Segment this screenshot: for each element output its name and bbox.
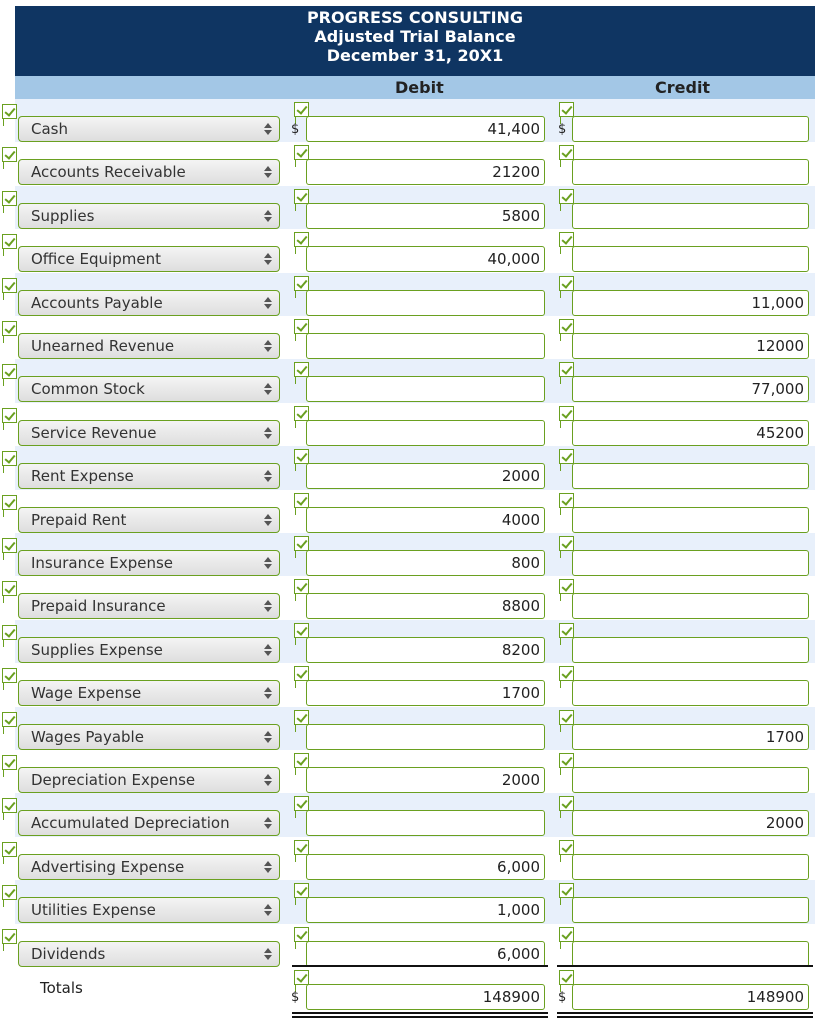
credit-check-icon-line <box>560 159 561 167</box>
account-check-icon <box>2 581 17 596</box>
select-arrows-icon <box>264 165 272 179</box>
debit-check-icon-line <box>295 680 296 688</box>
account-check-icon-line <box>3 335 4 343</box>
debit-input[interactable]: 6,000 <box>306 941 545 967</box>
report-header <box>15 6 815 76</box>
debit-check-icon <box>294 493 309 508</box>
debit-input[interactable]: 2000 <box>306 463 545 489</box>
select-arrows-icon <box>264 469 272 483</box>
debit-input[interactable]: 1700 <box>306 680 545 706</box>
account-check-icon-line <box>3 682 4 690</box>
credit-check-icon <box>559 623 574 638</box>
account-check-icon <box>2 842 17 857</box>
totals-double-rule-debit <box>292 1012 548 1014</box>
credit-check-icon <box>559 189 574 204</box>
account-check-icon <box>2 191 17 206</box>
credit-check-icon-line <box>560 203 561 211</box>
credit-check-icon-line <box>560 637 561 645</box>
account-check-icon-line <box>3 248 4 256</box>
credit-check-icon <box>559 449 574 464</box>
total-credit-input[interactable]: 148900 <box>572 984 809 1010</box>
account-check-icon-line <box>3 899 4 907</box>
totals-double-rule-credit <box>557 1012 813 1014</box>
account-select[interactable] <box>18 290 280 316</box>
account-check-icon <box>2 712 17 727</box>
debit-input[interactable] <box>306 724 545 750</box>
credit-check-icon-line <box>560 550 561 558</box>
debit-check-icon <box>294 579 309 594</box>
credit-input[interactable]: 45200 <box>572 420 809 446</box>
account-check-icon <box>2 755 17 770</box>
debit-input[interactable] <box>306 376 545 402</box>
debit-input[interactable]: 1,000 <box>306 897 545 923</box>
credit-check-icon-line <box>560 941 561 949</box>
credit-input[interactable] <box>572 116 809 142</box>
select-arrows-icon <box>264 816 272 830</box>
account-select-label: Service Revenue <box>31 423 157 442</box>
account-select[interactable] <box>18 116 280 142</box>
account-check-icon <box>2 234 17 249</box>
totals-top-rule-debit <box>292 965 548 967</box>
account-check-icon <box>2 538 17 553</box>
select-arrows-icon <box>264 426 272 440</box>
account-select-label: Depreciation Expense <box>31 771 196 789</box>
account-select[interactable] <box>18 941 280 967</box>
select-arrows-icon <box>264 860 272 874</box>
account-select[interactable] <box>18 810 280 836</box>
credit-check-icon-line <box>560 897 561 905</box>
debit-check-icon-line <box>295 593 296 601</box>
debit-check-icon-line <box>295 159 296 167</box>
account-select[interactable] <box>18 246 280 272</box>
debit-input[interactable]: 8800 <box>306 593 545 619</box>
select-arrows-icon <box>264 730 272 744</box>
debit-check-icon <box>294 189 309 204</box>
debit-column-header: Debit <box>395 78 444 97</box>
account-check-icon-line <box>3 292 4 300</box>
debit-input[interactable] <box>306 810 545 836</box>
credit-check-icon <box>559 753 574 768</box>
debit-check-icon-line <box>295 376 296 384</box>
account-check-icon-line <box>3 595 4 603</box>
account-select[interactable] <box>18 637 280 663</box>
debit-input[interactable]: 8200 <box>306 637 545 663</box>
credit-check-icon <box>559 145 574 160</box>
credit-check-icon-line <box>560 246 561 254</box>
credit-input[interactable] <box>572 637 809 663</box>
credit-check-icon-line <box>560 290 561 298</box>
account-select-label: Cash <box>31 120 68 138</box>
debit-check-icon-line <box>295 941 296 949</box>
account-select-label: Accumulated Depreciation <box>31 814 230 833</box>
debit-input[interactable]: 6,000 <box>306 854 545 880</box>
debit-input[interactable]: 4000 <box>306 507 545 533</box>
account-select[interactable] <box>18 724 280 750</box>
account-check-icon <box>2 451 17 466</box>
select-arrows-icon <box>264 209 272 223</box>
debit-check-icon-line <box>295 897 296 905</box>
select-arrows-icon <box>264 686 272 700</box>
account-check-icon-line <box>3 943 4 951</box>
credit-input[interactable] <box>572 941 809 967</box>
debit-check-icon <box>294 796 309 811</box>
credit-input[interactable] <box>572 593 809 619</box>
account-check-icon-line <box>3 465 4 473</box>
account-select[interactable] <box>18 333 280 359</box>
account-check-icon <box>2 104 17 119</box>
account-select-label: Office Equipment <box>31 250 161 269</box>
credit-check-icon-line <box>560 333 561 341</box>
credit-input[interactable] <box>572 767 809 793</box>
credit-check-icon <box>559 710 574 725</box>
account-select-label: Insurance Expense <box>31 554 174 572</box>
debit-check-icon <box>294 623 309 638</box>
debit-check-icon <box>294 145 309 160</box>
account-check-icon <box>2 364 17 379</box>
account-check-icon <box>2 278 17 293</box>
account-select[interactable] <box>18 463 280 489</box>
credit-input[interactable] <box>572 680 809 706</box>
debit-input[interactable]: 21200 <box>306 159 545 185</box>
credit-check-icon-line <box>560 810 561 818</box>
column-header-bar <box>15 76 815 99</box>
account-check-icon <box>2 625 17 640</box>
account-select[interactable] <box>18 593 280 619</box>
debit-input[interactable]: 5800 <box>306 203 545 229</box>
statement-title: Adjusted Trial Balance <box>314 27 516 46</box>
debit-input[interactable]: 800 <box>306 550 545 576</box>
debit-check-icon <box>294 362 309 377</box>
credit-check-icon <box>559 319 574 334</box>
debit-check-icon <box>294 666 309 681</box>
credit-check-icon <box>559 232 574 247</box>
debit-check-icon <box>294 449 309 464</box>
debit-check-icon-line <box>295 333 296 341</box>
credit-input[interactable]: 77,000 <box>572 376 809 402</box>
credit-column-header: Credit <box>655 78 711 97</box>
account-select-label: Prepaid Rent <box>31 510 127 529</box>
debit-check-icon-line <box>295 463 296 471</box>
debit-check-icon-line <box>295 507 296 515</box>
account-select-label: Advertising Expense <box>31 857 185 876</box>
debit-input[interactable]: 41,400 <box>306 116 545 142</box>
account-select-label: Utilities Expense <box>31 901 156 920</box>
account-check-icon-line <box>3 205 4 213</box>
account-select[interactable] <box>18 897 280 923</box>
credit-input[interactable] <box>572 854 809 880</box>
credit-input[interactable]: 1700 <box>572 724 809 750</box>
account-select-label: Supplies <box>31 206 95 225</box>
account-select[interactable] <box>18 376 280 402</box>
select-arrows-icon <box>264 296 272 310</box>
total-debit-currency-symbol: $ <box>291 990 300 1005</box>
debit-check-icon <box>294 840 309 855</box>
debit-check-icon <box>294 927 309 942</box>
debit-check-icon <box>294 406 309 421</box>
credit-check-icon-line <box>560 420 561 428</box>
debit-check-icon <box>294 883 309 898</box>
account-check-icon-line <box>3 769 4 777</box>
debit-input[interactable] <box>306 333 545 359</box>
credit-check-icon-line <box>560 724 561 732</box>
account-check-icon-line <box>3 422 4 430</box>
account-check-icon-line <box>3 378 4 386</box>
debit-check-icon-line <box>295 810 296 818</box>
debit-currency-symbol: $ <box>291 122 300 137</box>
account-select-label: Wage Expense <box>31 684 142 703</box>
debit-input[interactable] <box>306 420 545 446</box>
account-check-icon <box>2 321 17 336</box>
debit-check-icon-line <box>295 246 296 254</box>
account-select-label: Supplies Expense <box>31 640 163 659</box>
account-check-icon <box>2 885 17 900</box>
account-check-icon-line <box>3 552 4 560</box>
debit-check-icon-line <box>295 550 296 558</box>
account-select[interactable] <box>18 507 280 533</box>
credit-check-icon <box>559 796 574 811</box>
account-check-icon-line <box>3 856 4 864</box>
credit-check-icon <box>559 493 574 508</box>
account-select-label: Dividends <box>31 944 106 963</box>
credit-input[interactable]: 2000 <box>572 810 809 836</box>
select-arrows-icon <box>264 122 272 136</box>
debit-check-icon <box>294 276 309 291</box>
credit-check-icon <box>559 579 574 594</box>
credit-check-icon-line <box>560 680 561 688</box>
credit-input[interactable] <box>572 507 809 533</box>
account-check-icon <box>2 495 17 510</box>
account-check-icon <box>2 929 17 944</box>
credit-currency-symbol: $ <box>558 122 567 137</box>
debit-check-icon <box>294 536 309 551</box>
select-arrows-icon <box>264 599 272 613</box>
credit-check-icon <box>559 883 574 898</box>
account-check-icon-line <box>3 812 4 820</box>
totals-label: Totals <box>40 979 83 997</box>
credit-check-icon <box>559 666 574 681</box>
totals-double-rule-debit <box>292 1016 548 1018</box>
total-debit-input[interactable]: 148900 <box>306 984 545 1010</box>
account-check-icon-line <box>3 161 4 169</box>
credit-input[interactable]: 12000 <box>572 333 809 359</box>
debit-check-icon-line <box>295 290 296 298</box>
account-select-label: Accounts Payable <box>31 293 163 312</box>
debit-check-icon <box>294 710 309 725</box>
account-select[interactable] <box>18 420 280 446</box>
select-arrows-icon <box>264 643 272 657</box>
account-check-icon-line <box>3 726 4 734</box>
totals-debit-check-icon <box>294 970 309 985</box>
select-arrows-icon <box>264 513 272 527</box>
credit-check-icon <box>559 362 574 377</box>
debit-check-icon <box>294 102 309 117</box>
select-arrows-icon <box>264 947 272 961</box>
account-select[interactable] <box>18 680 280 706</box>
credit-check-icon <box>559 536 574 551</box>
account-check-icon-line <box>3 509 4 517</box>
account-check-icon-line <box>3 118 4 126</box>
credit-check-icon-line <box>560 854 561 862</box>
credit-check-icon-line <box>560 507 561 515</box>
account-select[interactable] <box>18 767 280 793</box>
account-select-label: Prepaid Insurance <box>31 597 166 616</box>
account-select[interactable] <box>18 203 280 229</box>
account-check-icon <box>2 147 17 162</box>
account-select-label: Wages Payable <box>31 727 144 746</box>
debit-input[interactable] <box>306 290 545 316</box>
account-check-icon-line <box>3 639 4 647</box>
totals-credit-check-icon <box>559 970 574 985</box>
debit-check-icon-line <box>295 420 296 428</box>
select-arrows-icon <box>264 339 272 353</box>
account-select-label: Rent Expense <box>31 467 134 486</box>
debit-check-icon-line <box>295 767 296 775</box>
totals-top-rule-credit <box>557 965 813 967</box>
debit-input[interactable]: 40,000 <box>306 246 545 272</box>
account-select[interactable] <box>18 854 280 880</box>
debit-check-icon <box>294 319 309 334</box>
debit-check-icon-line <box>295 854 296 862</box>
credit-input[interactable] <box>572 897 809 923</box>
debit-check-icon-line <box>295 637 296 645</box>
debit-check-icon <box>294 753 309 768</box>
credit-input[interactable] <box>572 159 809 185</box>
account-select-label: Unearned Revenue <box>31 337 175 355</box>
credit-check-icon-line <box>560 376 561 384</box>
totals-double-rule-credit <box>557 1016 813 1018</box>
credit-check-icon <box>559 276 574 291</box>
credit-input[interactable]: 11,000 <box>572 290 809 316</box>
credit-input[interactable] <box>572 463 809 489</box>
credit-check-icon <box>559 840 574 855</box>
statement-date: December 31, 20X1 <box>326 46 504 65</box>
debit-check-icon-line <box>295 724 296 732</box>
credit-input[interactable] <box>572 246 809 272</box>
company-name: PROGRESS CONSULTING <box>306 8 524 27</box>
debit-check-icon <box>294 232 309 247</box>
debit-input[interactable]: 2000 <box>306 767 545 793</box>
account-select[interactable] <box>18 159 280 185</box>
debit-check-icon-line <box>295 203 296 211</box>
credit-check-icon-line <box>560 593 561 601</box>
total-credit-currency-symbol: $ <box>558 990 567 1005</box>
credit-check-icon <box>559 102 574 117</box>
select-arrows-icon <box>264 903 272 917</box>
account-check-icon <box>2 668 17 683</box>
credit-input[interactable] <box>572 203 809 229</box>
select-arrows-icon <box>264 773 272 787</box>
credit-check-icon-line <box>560 767 561 775</box>
credit-check-icon-line <box>560 463 561 471</box>
select-arrows-icon <box>264 382 272 396</box>
credit-check-icon <box>559 406 574 421</box>
account-check-icon <box>2 798 17 813</box>
account-select[interactable] <box>18 550 280 576</box>
credit-input[interactable] <box>572 550 809 576</box>
select-arrows-icon <box>264 252 272 266</box>
select-arrows-icon <box>264 556 272 570</box>
account-check-icon <box>2 408 17 423</box>
account-select-label: Common Stock <box>31 380 145 399</box>
account-select-label: Accounts Receivable <box>31 163 186 182</box>
credit-check-icon <box>559 927 574 942</box>
